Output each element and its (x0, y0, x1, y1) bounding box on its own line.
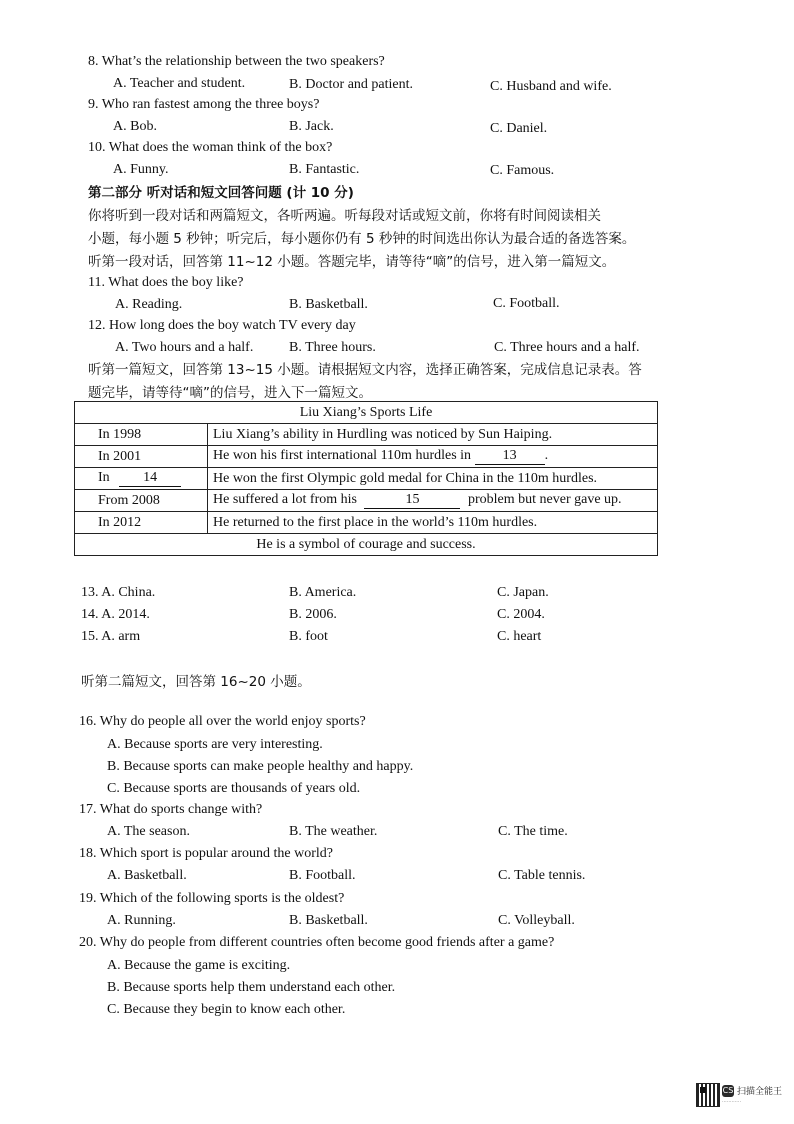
q13-option-c: C. Japan. (497, 585, 549, 600)
table-row (75, 512, 658, 534)
q14-option-b: B. 2006. (289, 607, 337, 622)
q8-stem: 8. What’s the relationship between the two speakers? (88, 54, 385, 69)
camscanner-brand: 扫描全能王 (737, 1087, 783, 1097)
table-row (75, 424, 658, 446)
q8-option-b: B. Doctor and patient. (289, 77, 414, 92)
row-event (208, 446, 658, 468)
row-event-text: He suffered a lot from his (213, 492, 357, 507)
q13-option-b: B. America. (289, 585, 357, 600)
table-footer: He is a symbol of courage and success. (75, 534, 658, 556)
part2-intro-line3: 听第一段对话，回答第 11~12 小题。答题完毕，请等待“嘀”的信号，进入第一篇短文。 (88, 254, 616, 270)
answer-blank-14: 14 (119, 470, 181, 487)
q19-option-b: B. Basketball. (289, 913, 368, 928)
q14-option-c: C. 2004. (497, 607, 545, 622)
q16-option-a: A. Because sports are very interesting. (107, 737, 323, 752)
passage1-intro-line2: 题完毕，请等待“嘀”的信号，进入下一篇短文。 (88, 385, 372, 401)
info-record-table (74, 401, 658, 556)
q15-option-a: 15. A. arm (81, 629, 141, 644)
row-event (208, 490, 658, 512)
q8-option-c: C. Husband and wife. (490, 79, 612, 94)
row-year: In 2001 (75, 446, 208, 468)
q12-option-c: C. Three hours and a half. (494, 340, 640, 355)
part2-intro-line1: 你将听到一段对话和两篇短文，各听两遍。听每段对话或短文前，你将有时间阅读相关 (88, 208, 601, 224)
q15-option-c: C. heart (497, 629, 542, 644)
q17-option-c: C. The time. (498, 824, 568, 839)
q16-option-c: C. Because sports are thousands of years old. (107, 781, 361, 796)
q10-option-c: C. Famous. (490, 163, 555, 178)
q10-option-b: B. Fantastic. (289, 162, 360, 177)
q9-option-c: C. Daniel. (490, 121, 548, 136)
answer-blank-13: 13 (475, 448, 545, 465)
qr-code-icon (697, 1084, 719, 1106)
passage2-intro: 听第二篇短文，回答第 16~20 小题。 (81, 674, 311, 690)
q17-option-a: A. The season. (107, 824, 190, 839)
q12-option-b: B. Three hours. (289, 340, 376, 355)
q18-stem: 18. Which sport is popular around the world? (79, 846, 334, 861)
table-row (75, 468, 658, 490)
row-year: In 1998 (75, 424, 208, 446)
q10-option-a: A. Funny. (113, 162, 169, 177)
camscanner-logo-icon: CS (722, 1086, 734, 1095)
row-event: Liu Xiang’s ability in Hurdling was noticed by Sun Haiping. (208, 424, 658, 446)
part2-intro-line2: 小题，每小题 5 秒钟；听完后，每小题你仍有 5 秒钟的时间选出你认为最合适的备选答案。 (88, 231, 636, 247)
q19-stem: 19. Which of the following sports is the oldest? (79, 891, 345, 906)
q9-option-b: B. Jack. (289, 119, 334, 134)
q9-option-a: A. Bob. (113, 119, 157, 134)
camscanner-tagline: ············ (722, 1099, 742, 1105)
q18-option-c: C. Table tennis. (498, 868, 586, 883)
row-year (75, 468, 208, 490)
q20-option-a: A. Because the game is exciting. (107, 958, 291, 973)
row-event-text: He won his first international 110m hurdles in (213, 448, 472, 463)
q14-option-a: 14. A. 2014. (81, 607, 150, 622)
table-row (75, 446, 658, 468)
q12-option-a: A. Two hours and a half. (115, 340, 254, 355)
row-year-prefix: In (98, 470, 110, 485)
q9-stem: 9. Who ran fastest among the three boys? (88, 97, 320, 112)
q13-option-a: 13. A. China. (81, 585, 156, 600)
table-row (75, 490, 658, 512)
q11-stem: 11. What does the boy like? (88, 275, 244, 290)
q16-option-b: B. Because sports can make people healthy and happy. (107, 759, 414, 774)
answer-blank-15: 15 (364, 492, 460, 509)
table-title: Liu Xiang’s Sports Life (75, 402, 658, 424)
q20-stem: 20. Why do people from different countries often become good friends after a game? (79, 935, 555, 950)
q18-option-a: A. Basketball. (107, 868, 187, 883)
q11-option-b: B. Basketball. (289, 297, 368, 312)
row-event-end: problem but never gave up. (467, 492, 622, 507)
row-event-end: . (544, 448, 549, 463)
q17-stem: 17. What do sports change with? (79, 802, 263, 817)
row-event: He returned to the first place in the world’s 110m hurdles. (208, 512, 658, 534)
passage1-intro-line1: 听第一篇短文，回答第 13~15 小题。请根据短文内容，选择正确答案，完成信息记录表。答 (88, 362, 642, 378)
q10-stem: 10. What does the woman think of the box? (88, 140, 333, 155)
q19-option-a: A. Running. (107, 913, 176, 928)
q19-option-c: C. Volleyball. (498, 913, 575, 928)
q8-option-a: A. Teacher and student. (113, 76, 246, 91)
q15-option-b: B. foot (289, 629, 328, 644)
row-event: He won the first Olympic gold medal for China in the 110m hurdles. (208, 468, 658, 490)
q16-stem: 16. Why do people all over the world enjoy sports? (79, 714, 366, 729)
q11-option-a: A. Reading. (115, 297, 183, 312)
q20-option-c: C. Because they begin to know each other. (107, 1002, 346, 1017)
row-year: From 2008 (75, 490, 208, 512)
q17-option-b: B. The weather. (289, 824, 378, 839)
row-year: In 2012 (75, 512, 208, 534)
q18-option-b: B. Football. (289, 868, 356, 883)
q12-stem: 12. How long does the boy watch TV every day (88, 318, 356, 333)
part2-heading: 第二部分 听对话和短文回答问题 (计 10 分) (88, 185, 354, 201)
q20-option-b: B. Because sports help them understand each other. (107, 980, 396, 995)
q11-option-c: C. Football. (493, 296, 560, 311)
